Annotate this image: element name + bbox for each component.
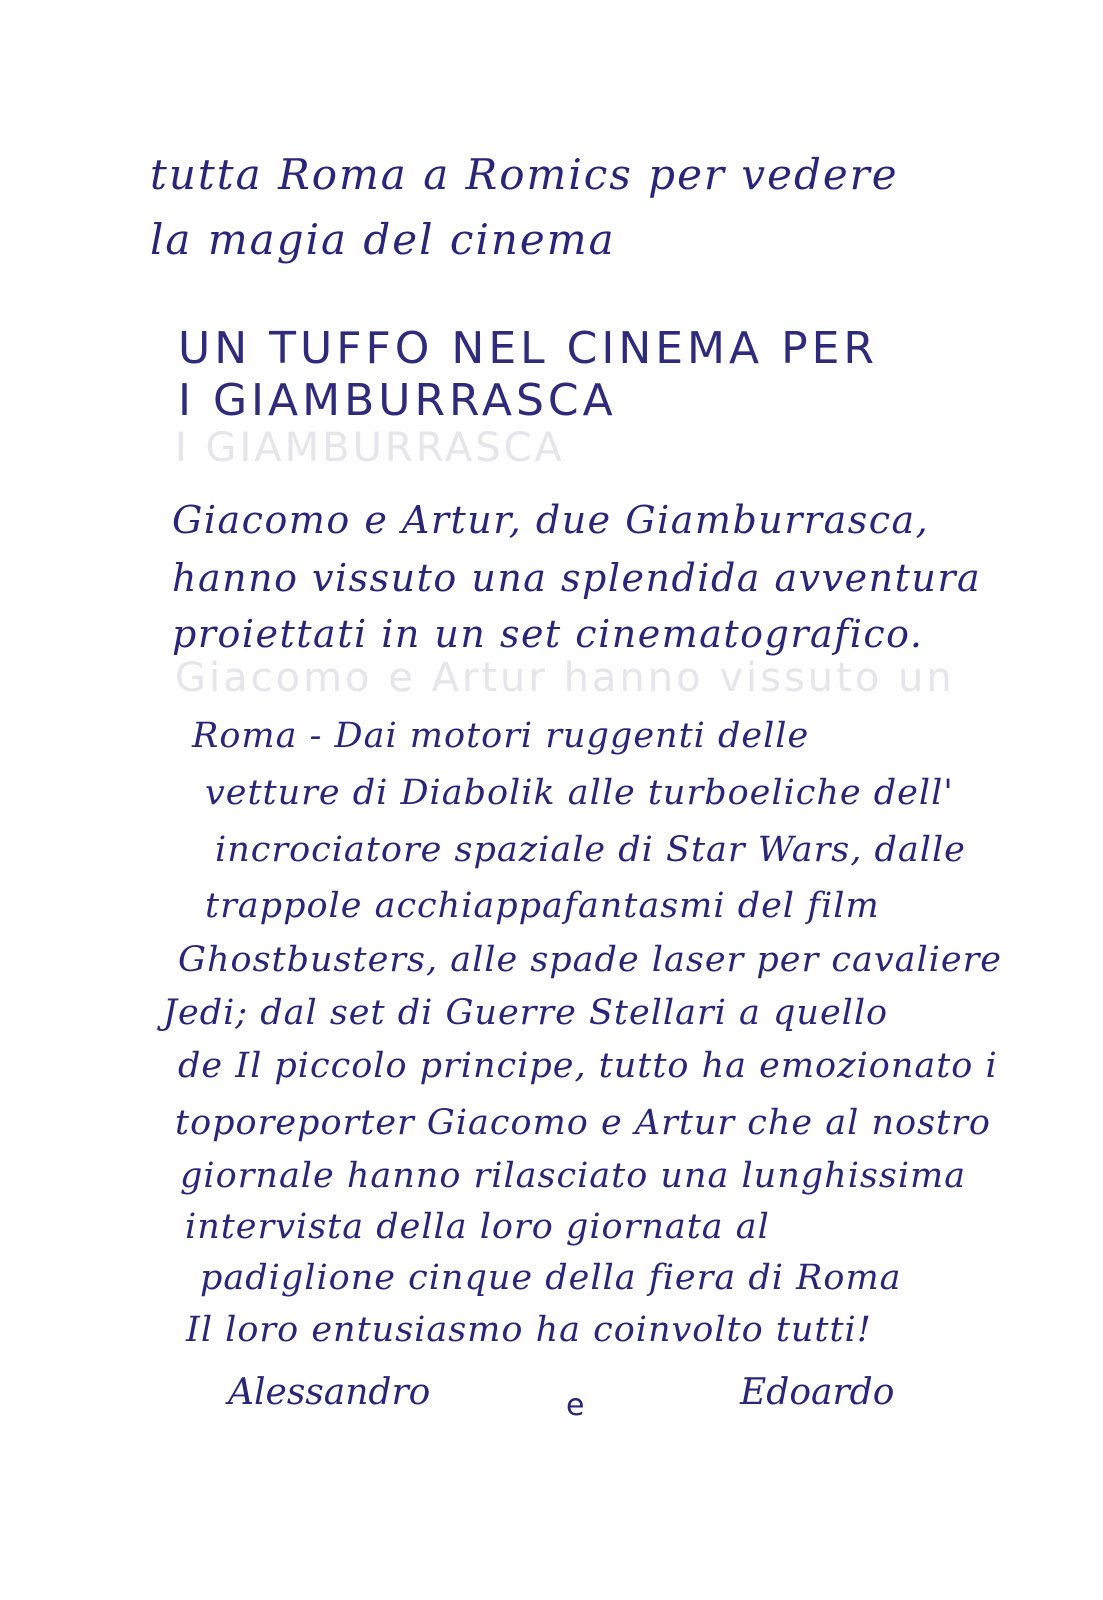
body-line: Roma - Dai motori ruggenti delle [192,716,810,756]
author-signature-2: Edoardo [740,1372,895,1413]
body-line: trappole acchiappafantasmi del film [205,886,880,926]
subtitle-line: la magia del cinema [150,215,616,264]
bleed-through-ghost-2: Giacomo e Artur hanno vissuto un [175,655,955,701]
body-line: intervista della loro giornata al [185,1207,770,1247]
signature-conjunction: e [566,1388,585,1423]
body-line: toporeporter Giacomo e Artur che al nostro [175,1103,991,1143]
body-line: incrociatore spaziale di Star Wars, dalle [215,830,966,870]
lead-line: proiettati in un set cinematografico. [172,612,924,656]
body-line: Ghostbusters, alle spade laser per cavaliere [178,940,1003,980]
body-line: padiglione cinque della fiera di Roma [200,1258,902,1298]
lead-line: Giacomo e Artur, due Giamburrasca, [172,498,930,542]
author-signature-1: Alessandro [228,1372,431,1413]
body-line: de Il piccolo principe, tutto ha emozionato i [178,1046,998,1086]
headline-line: I GIAMBURRASCA [178,375,617,426]
lead-line: hanno vissuto una splendida avventura [172,556,982,600]
body-line: Il loro entusiasmo ha coinvolto tutti! [186,1310,872,1350]
subtitle-line: tutta Roma a Romics per vedere [150,150,899,199]
headline-line: UN TUFFO NEL CINEMA PER [178,323,879,374]
body-line: giornale hanno rilasciato una lunghissima [180,1156,967,1196]
bleed-through-ghost-1: I GIAMBURRASCA [175,425,565,471]
body-line: Jedi; dal set di Guerre Stellari a quello [163,993,889,1033]
body-line: vetture di Diabolik alle turboeliche dell' [205,773,954,813]
